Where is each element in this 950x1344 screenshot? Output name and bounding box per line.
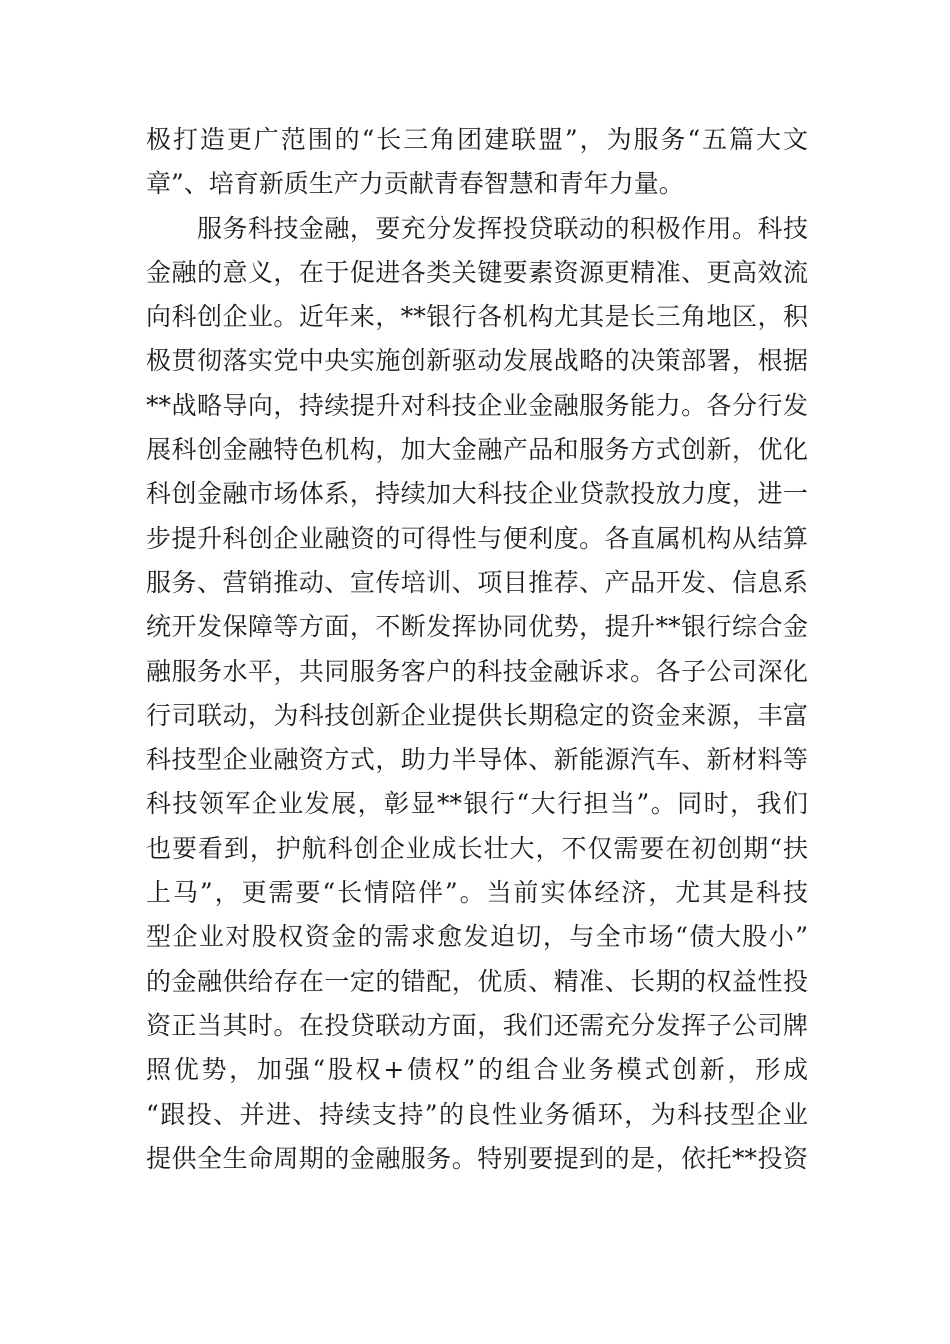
text-line: 展科创金融特色机构，加大金融产品和服务方式创新，优化 xyxy=(146,435,808,465)
text-line: “跟投、并进、持续支持”的良性业务循环，为科技型企业 xyxy=(146,1099,808,1129)
text-line: 章”、培育新质生产力贡献青春智慧和青年力量。 xyxy=(146,169,684,199)
text-line: 科技型企业融资方式，助力半导体、新能源汽车、新材料等 xyxy=(146,745,808,775)
text-line: 科技领军企业发展，彰显**银行“大行担当”。同时，我们 xyxy=(146,789,808,819)
text-line: 提供全生命周期的金融服务。特别要提到的是，依托**投资 xyxy=(146,1143,808,1173)
body-text xyxy=(146,118,808,1181)
text-line: 极贯彻落实党中央实施创新驱动发展战略的决策部署，根据 xyxy=(146,346,808,376)
text-line: 行司联动，为科技创新企业提供长期稳定的资金来源，丰富 xyxy=(146,700,808,730)
text-line: 服务、营销推动、宣传培训、项目推荐、产品开发、信息系 xyxy=(146,567,808,597)
text-line: 也要看到，护航科创企业成长壮大，不仅需要在初创期“扶 xyxy=(146,833,808,863)
text-line: 资正当其时。在投贷联动方面，我们还需充分发挥子公司牌 xyxy=(146,1010,808,1040)
text-line: 融服务水平，共同服务客户的科技金融诉求。各子公司深化 xyxy=(146,656,808,686)
text-line: 步提升科创企业融资的可得性与便利度。各直属机构从结算 xyxy=(146,523,808,553)
text-line: 科创金融市场体系，持续加大科技企业贷款投放力度，进一 xyxy=(146,479,808,509)
text-line: 金融的意义，在于促进各类关键要素资源更精准、更高效流 xyxy=(146,257,808,287)
text-line: 上马”，更需要“长情陪伴”。当前实体经济，尤其是科技 xyxy=(146,878,808,908)
text-line: 型企业对股权资金的需求愈发迫切，与全市场“债大股小” xyxy=(146,922,808,952)
text-line: 照优势，加强“股权+债权”的组合业务模式创新，形成 xyxy=(146,1055,808,1085)
text-line: 服务科技金融，要充分发挥投贷联动的积极作用。科技 xyxy=(146,213,808,243)
text-line: 向科创企业。近年来，**银行各机构尤其是长三角地区，积 xyxy=(146,302,808,332)
text-line: 的金融供给存在一定的错配，优质、精准、长期的权益性投 xyxy=(146,966,808,996)
text-line: 极打造更广范围的“长三角团建联盟”，为服务“五篇大文 xyxy=(146,125,808,154)
text-line: **战略导向，持续提升对科技企业金融服务能力。各分行发 xyxy=(146,390,808,420)
text-line: 统开发保障等方面，不断发挥协同优势，提升**银行综合金 xyxy=(146,612,808,642)
